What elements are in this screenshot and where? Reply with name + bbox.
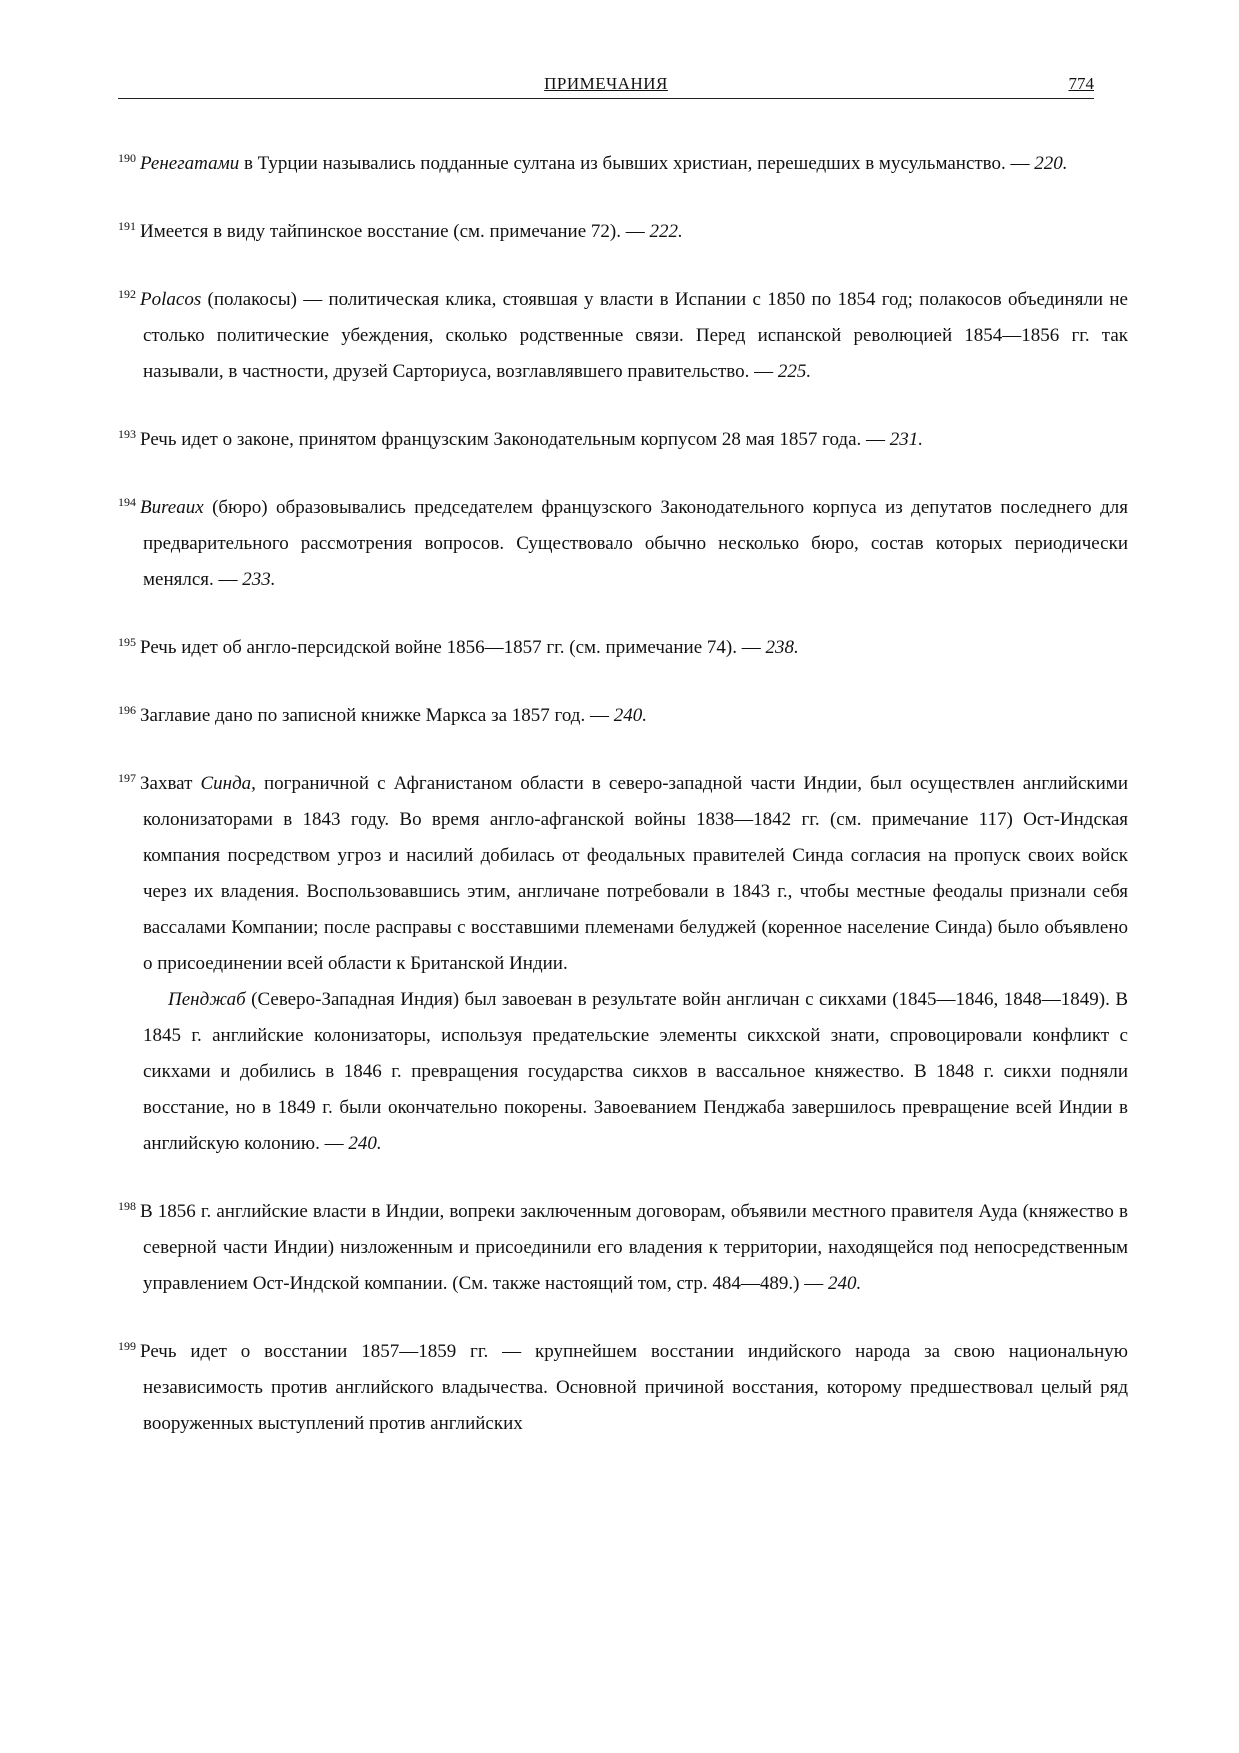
note-text: Речь идет о законе, принятом французским Законодательным корпусом 28 мая 1857 года. — [140, 429, 890, 450]
endnote-paragraph [118, 692, 1128, 734]
endnote-paragraph [118, 484, 1128, 598]
endnote-number: 193 [118, 427, 136, 441]
italic-text: 220. [1034, 153, 1068, 174]
italic-text: Polacos [140, 289, 202, 310]
endnote-number: 195 [118, 635, 136, 649]
endnote-paragraph [118, 416, 1128, 458]
note-text: пограничной с Афганистаном области в северо-западной части Индии, был осуществлен английскими колонизаторами в 1843 году. Во время англо-афганской войны 1838—1842 гг. (см. примечание 117) Ост-Индская компания посредством угроз и насилий добилась от феодальных правителей Синда согласия на пропуск своих войск через их владения. Воспользовавшись этим, англичане потребовали в 1843 г., чтобы местные феодалы признали себя вассалами Компании; после расправы с восставшими племенами белуджей (коренное население Синда) было объявлено о присоединении всей области к Британской Индии. [143, 773, 1128, 974]
endnotes-list [118, 140, 1128, 1468]
endnote [118, 276, 1128, 390]
endnote [118, 1328, 1128, 1442]
endnote-paragraph [118, 1328, 1128, 1442]
italic-text: 222. [649, 221, 683, 242]
italic-text: 231. [889, 429, 924, 450]
endnote-number: 194 [118, 495, 136, 509]
note-text: в Турции назывались подданные султана из бывших христиан, перешедших в мусульманство. — [239, 153, 1035, 174]
endnote-number: 196 [118, 703, 136, 717]
italic-text: Bureaux [140, 497, 204, 518]
page-number: 774 [1068, 74, 1094, 93]
italic-text: Ренегатами [140, 153, 240, 174]
note-text: (бюро) образовывались председателем французского Законодательного корпуса из депутатов последнего для предварительного рассмотрения вопросов. Существовало обычно несколько бюро, состав которых периодически менялся. — [143, 497, 1128, 590]
endnote-number: 192 [118, 287, 136, 301]
endnote [118, 484, 1128, 598]
note-text: В 1856 г. английские власти в Индии, вопреки заключенным договорам, объявили местного правителя Ауда (княжество в северной части Индии) низложенным и присоединили его владения к территории, находящейся под непосредственным управлением Ост-Индской компании. (См. также настоящий том, стр. 484—489.) — [140, 1201, 1128, 1294]
endnote [118, 140, 1128, 182]
endnote-paragraph [118, 624, 1128, 666]
endnote-number: 190 [118, 151, 136, 165]
endnote [118, 760, 1128, 1162]
note-text: Имеется в виду тайпинское восстание (см. примечание 72). — [140, 221, 650, 242]
endnote [118, 416, 1128, 458]
endnote-paragraph [118, 760, 1128, 982]
note-text: Заглавие дано по записной книжке Маркса за 1857 год. — [140, 705, 614, 726]
italic-text: 238. [765, 637, 799, 658]
endnote-paragraph [118, 276, 1128, 390]
endnote-paragraph [118, 1188, 1128, 1302]
note-text: Речь идет о восстании 1857—1859 гг. — крупнейшем восстании индийского народа за свою национальную независимость против английского владычества. Основной причиной восстания, которому предшествовал целый ряд вооруженных выступлений против английских [140, 1341, 1128, 1434]
endnote-paragraph [118, 982, 1128, 1162]
italic-text: 240. [828, 1273, 862, 1294]
italic-text: 233. [242, 569, 276, 590]
italic-text: Синда, [200, 773, 256, 794]
endnote-number: 191 [118, 219, 136, 233]
note-text: Захват [140, 773, 201, 794]
endnote-number: 197 [118, 771, 136, 785]
note-text: (полакосы) — политическая клика, стоявшая у власти в Испании с 1850 по 1854 год; полакосов объединяли не столько политические убеждения, сколько родственные связи. Перед испанской революцией 1854—1856 гг. так называли, в частности, друзей Сарториуса, возглавлявшего правительство. — [143, 289, 1128, 382]
italic-text: 240. [348, 1133, 382, 1154]
endnote-number: 199 [118, 1339, 136, 1353]
note-text: (Северо-Западная Индия) был завоеван в результате войн англичан с сикхами (1845—1846, 1848—1849). В 1845 г. английские колонизаторы, используя предательские элементы сикхской знати, спровоцировали конфликт с сикхами и добились в 1846 г. превращения государства сикхов в вассальное княжество. В 1848 г. сикхи подняли восстание, но в 1849 г. были окончательно покорены. Завоеванием Пенджаба завершилось превращение всей Индии в английскую колонию. — [143, 989, 1128, 1154]
endnote-paragraph [118, 140, 1128, 182]
endnote-paragraph [118, 208, 1128, 250]
running-title: ПРИМЕЧАНИЯ [544, 74, 668, 93]
endnote-number: 198 [118, 1199, 136, 1213]
endnote [118, 624, 1128, 666]
page-header [118, 72, 1094, 99]
italic-text: 225. [777, 361, 812, 382]
italic-text: 240. [613, 705, 647, 726]
endnote [118, 208, 1128, 250]
endnote [118, 692, 1128, 734]
italic-text: Пенджаб [168, 989, 246, 1010]
endnote [118, 1188, 1128, 1302]
note-text: Речь идет об англо-персидской войне 1856—1857 гг. (см. примечание 74). — [140, 637, 766, 658]
